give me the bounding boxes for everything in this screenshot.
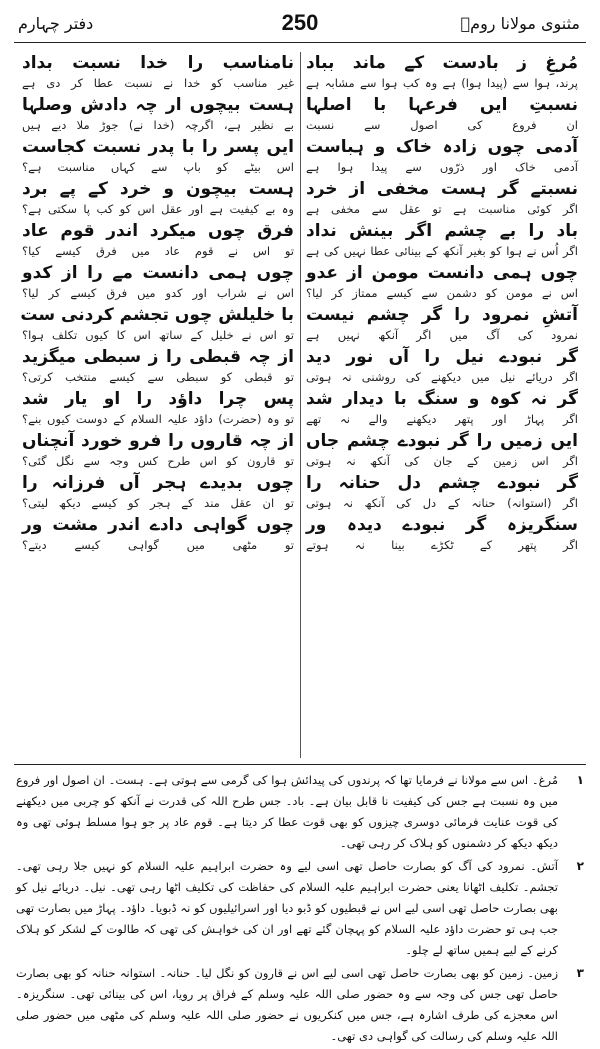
footnote-number: ۱ [576,773,584,787]
verse-line: نامناسب را خدا نسبت بداد [22,53,294,73]
verse-translation: تو قارون کو اس طرح کس وجہ سے نگل گئی؟ [22,454,294,468]
verse-line: با خلیلش چوں تجشم کردنی ست [20,305,294,325]
verse-line: ایں پسر را با پدر نسبت کجاست [22,137,294,157]
verse-line: ہست بیچوں ار چہ دادش وصلہا [22,95,294,115]
verse-translation: پرند، ہوا سے (پیدا ہوا) ہے وہ کب ہوا سے مشابہ ہے [306,76,578,90]
right-verse-column [306,52,578,758]
verse-line: سنگریزہ گر نبودے دیدہ ور [306,515,578,535]
verse-translation: آدمی خاک اور ذرّوں سے پیدا ہوا ہے [306,160,578,174]
footnotes-divider [14,764,586,765]
verse-translation: تو وہ (حضرت) داؤد علیہ السلام کے دوست کیوں بنے؟ [22,412,294,426]
page-header [14,6,586,38]
verse-translation: اس بیٹے کو باپ سے کہاں مناسبت ہے؟ [22,160,294,174]
verse-translation: اگر دریائے نیل میں دیکھنے کی روشنی نہ ہوتی [306,370,578,384]
verse-translation: اگر پتھر کے ٹکڑے بینا نہ ہوتے [306,538,578,552]
verse-translation: تو قبطی کو سبطی سے کیسے منتخب کرتی؟ [22,370,294,384]
footnote-number: ۳ [576,966,584,980]
verse-translation: اگر کوئی مناسبت ہے تو عقل سے مخفی ہے [306,202,578,216]
verse-line: پس چرا داؤد را او یار شد [22,389,294,409]
verse-translation: تو مٹھی میں گواہی کیسے دیتے؟ [22,538,294,552]
verse-translation: وہ بے کیفیت ہے اور عقل اس کو کب پا سکتی ہے؟ [22,202,294,216]
book-title: مثنوی مولانا رومؒ [460,14,580,33]
footnote-number: ۲ [576,859,584,873]
verse-line: گر نبودے نیل را آں نور دید [306,347,578,367]
verse-line: نسبتِ ایں فرعہا با اصلہا [306,95,578,115]
footnote [16,963,584,1047]
verse-translation: بے نظیر ہے، اگرچہ (خدا نے) جوڑ ملا دیے ہیں [22,118,294,132]
verse-translation: اس نے شراب اور کدو میں فرق کیسے کر لیا؟ [22,286,294,300]
page-number: 250 [281,10,319,35]
verse-line: چوں ہمی دانست مے را از کدو [22,263,294,283]
verse-translation: غیر مناسب کو خدا نے نسبت عطا کر دی ہے [22,76,294,90]
verse-translation: تو ان عقل مند کے ہجر کو کیسے دیکھ لیتی؟ [22,496,294,510]
footnote-text: آتش۔ نمرود کی آگ کو بصارت حاصل تھی اسی لیے وہ حضرت ابراہیم علیہ السلام کو نہیں جلا رہی تھی۔ تجشم۔ تکلیف اٹھانا یعنی حضرت ابراہیم علیہ السلام کی حفاظت کی تکلیف اٹھا رہی تھی۔ نیل۔ دریائے نیل کو بھی بصارت حاصل تھی اسی لیے اس نے قبطیوں کو ڈبو دیا اور اسرائیلیوں کو نہ ڈبویا۔ داؤد۔ پہاڑ میں بصارت تھی جب ہی تو حضرت داؤد علیہ السلام کو پہچان گئے تھے اور ان کی خواہش کی تھی کہ طالوت کے لشکر کو ہلاک کرنے کے لیے ہمیں ساتھ لے چلو۔ [16,859,558,957]
left-verse-column [22,52,294,758]
verse-line: آدمی چوں زادہ خاک و ہباست [306,137,578,157]
verse-line: ہست بیچون و خرد کے پے برد [22,179,294,199]
verse-line: از چہ قبطی را ز سبطی میگزید [22,347,294,367]
verse-line: چوں ہمی دانست مومن از عدو [306,263,578,283]
column-divider [300,52,301,758]
verse-line: باد را بے چشم اگر بینش نداد [306,221,578,241]
footnote [16,770,584,854]
verse-translation: اگر پہاڑ اور پتھر دیکھنے والے نہ تھے [306,412,578,426]
verse-translation: اگر (استوانہ) حنانہ کے دل کی آنکھ نہ ہوتی [306,496,578,510]
footnote-text: مُرغ۔ اس سے مولانا نے فرمایا تھا کہ پرندوں کی پیدائش ہوا کی گرمی سے ہوتی ہے۔ ہست۔ ان اصول اور فروع میں وہ نسبت ہے جس کی کیفیت نا قابل بیان ہے۔ باد۔ جس طرح اللہ کی قدرت نے آنکھ کو چربی میں دیکھنے کی قوت عنایت فرمائی دوسری چیزوں کو بھی قوت عطا کر دیتا ہے۔ قوم عاد پر جو ہوا مسلط ہوئی تھی وہ دیکھ دیکھ کر دشمنوں کو ہلاک کر رہی تھی۔ [16,773,558,850]
verse-line: چوں گواہی دادے اندر مشت ور [22,515,294,535]
footnote [16,856,584,961]
verse-line: فرق چوں میکرد اندر قوم عاد [22,221,294,241]
verse-line: چوں بدیدے ہجر آں فرزانہ را [22,473,294,493]
verse-translation: اگر اس زمین کے جان کی آنکھ نہ ہوتی [306,454,578,468]
verse-translation: اس نے مومن کو دشمن سے کیسے ممتاز کر لیا؟ [306,286,578,300]
verse-translation: تو اس نے خلیل کے ساتھ اس کا کیوں تکلف ہوا؟ [22,328,294,342]
section-title: دفتر چہارم [18,14,94,33]
verse-line: آتشِ نمرود را گر چشم نیست [306,305,578,325]
verse-line: گر نہ کوہ و سنگ با دیدار شد [306,389,578,409]
verse-line: گر نبودے چشم دل حنانہ را [306,473,578,493]
verse-translation: تو اس نے قوم عاد میں فرق کیسے کیا؟ [22,244,294,258]
verse-translation: ان فروع کی اصول سے نسبت [306,118,578,132]
verse-translation: نمرود کی آگ میں اگر آنکھ نہیں ہے [306,328,578,342]
header-divider [14,42,586,43]
footnote-text: زمین۔ زمین کو بھی بصارت حاصل تھی اسی لیے اس نے قارون کو نگل لیا۔ حنانہ۔ استوانہ حنانہ کو بھی بصارت حاصل تھی جس کی وجہ سے وہ حضور صلی اللہ علیہ وسلم کے فراق پر رویا، اس کی بینائی تھی۔ سنگریزہ۔ اس معجزے کی طرف اشارہ ہے، جس میں کنکریوں نے حضور صلی اللہ علیہ وسلم کی مٹھی میں حضور صلی اللہ علیہ وسلم کی رسالت کی گواہی دی تھی۔ [16,966,558,1043]
verse-line: از چہ قاروں را فرو خورد آنچناں [22,431,294,451]
footnotes [16,770,584,1049]
verse-translation: اگر اُس نے ہوا کو بغیر آنکھ کے بینائی عطا نہیں کی ہے [306,244,578,258]
verse-line: ایں زمیں را گر نبودے چشم جاں [306,431,578,451]
verse-line: مُرغِ ز بادست کے ماند بباد [306,53,578,73]
verse-line: نسبتے گر ہست مخفی از خرد [306,179,578,199]
verse-columns [22,52,578,758]
